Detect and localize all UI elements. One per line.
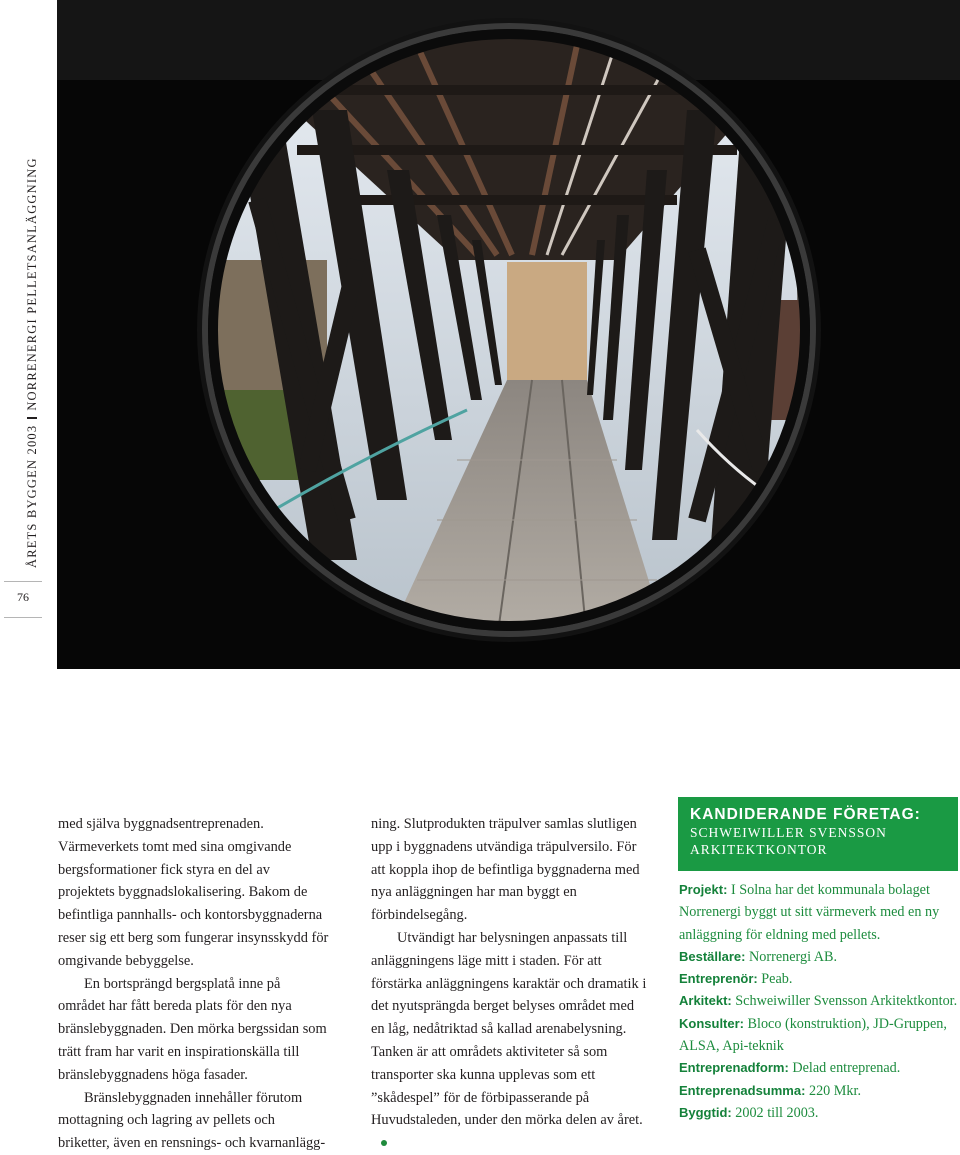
round-window-photo — [57, 0, 960, 669]
margin-rule-bottom — [4, 617, 42, 618]
fact-value: 220 Mkr. — [808, 1082, 861, 1099]
fact-consultants — [679, 1013, 959, 1058]
candidate-heading: KANDIDERANDE FÖRETAG: — [690, 806, 921, 823]
fact-contract-form — [679, 1057, 959, 1079]
column1-paragraph-2: En bortsprängd bergsplatå inne på området har fått bereda plats för den nya bränslebyggnaden. Den mörka bergssidan som trätt fram har varit en inspirationskälla till bränslebyggnadens höga fasader. — [58, 975, 327, 1083]
project-title: NORRENERGI PELLETSANLÄGGNING — [25, 157, 39, 411]
fact-label: Entreprenadsumma: — [679, 1082, 806, 1098]
fact-label: Entreprenör: — [679, 971, 758, 987]
fact-project — [679, 879, 959, 946]
text-column-2 — [371, 813, 647, 1155]
fact-build-time — [679, 1102, 959, 1124]
fact-label: Projekt: — [679, 882, 728, 897]
project-facts — [679, 879, 959, 1124]
fact-architect — [679, 990, 959, 1012]
fact-value: Peab. — [761, 971, 793, 988]
candidate-name-line-2: ARKITEKTKONTOR — [690, 842, 828, 857]
fact-contractor — [679, 968, 959, 990]
fact-value: Schweiwiller Svensson Arkitektkontor. — [735, 993, 958, 1010]
fact-label: Arkitekt: — [679, 993, 732, 1009]
candidate-name-line-1: SCHWEIWILLER SVENSSON — [690, 825, 887, 840]
round-window-photo-icon — [57, 0, 960, 669]
fact-value: 2002 till 2003. — [735, 1104, 819, 1121]
running-head — [20, 157, 44, 568]
end-of-article-dot-icon — [381, 1140, 387, 1146]
fact-label: Entreprenadform: — [679, 1060, 789, 1076]
column2-paragraph-1: ning. Slutprodukten träpulver samlas slutligen upp i byggnadens utvändiga träpulversilo. För att koppla ihop de befintliga byggnaderna med nya anläggningen har man byggt en förbindelsegång. — [371, 816, 640, 924]
publication-title: ÅRETS BYGGEN 2003 — [25, 424, 39, 568]
fact-contract-sum — [679, 1080, 959, 1102]
column1-paragraph-1: med själva byggnadsentreprenaden. Värmeverkets tomt med sina omgivande bergsformationer fick styra en del av projektets byggnadslokalisering. Bakom de befintliga pannhalls- och kontorsbyggnaderna reser sig ett berg som fungerar insynsskydd för omgivande bebyggelse. — [58, 816, 329, 969]
column1-paragraph-3: Bränslebyggnaden innehåller förutom mottagning och lagring av pellets och briketter, även en rensnings- och kvarnanlägg- — [58, 1089, 326, 1152]
margin-rule-top — [4, 581, 42, 582]
candidate-company-box — [678, 797, 958, 871]
fact-client — [679, 946, 959, 968]
column2-paragraph-2-text: Utvändigt har belysningen anpassats till anläggningens läge mitt i staden. För att förstärka anläggningens karaktär och dramatik i det nyutsprängda berget belyses området med en låg, nedåtriktad så kallad arenabelysning. Tanken är att områdets aktiviteter så som transporter ska kunna upplevas som ett ”skådespel” för de förbipasserande på Huvudstaleden, under den mörka delen av året. — [371, 929, 647, 1129]
text-column-1 — [58, 813, 330, 1155]
column2-paragraph-2 — [371, 927, 647, 1155]
fact-label: Konsulter: — [679, 1015, 744, 1031]
fact-label: Byggtid: — [679, 1104, 732, 1120]
running-head-separator — [27, 417, 37, 419]
fact-value: I Solna har det kommunala bolaget Norrenergi byggt ut sitt värmeverk med en ny anläggning för eldning med pellets. — [679, 882, 940, 943]
fact-value: Delad entreprenad. — [792, 1060, 901, 1077]
fact-value: Bloco (konstruktion), JD-Gruppen, ALSA, Api-teknik — [679, 1015, 947, 1055]
fact-value: Norrenergi AB. — [749, 948, 838, 965]
page-number: 76 — [17, 590, 29, 604]
fact-label: Beställare: — [679, 948, 746, 964]
